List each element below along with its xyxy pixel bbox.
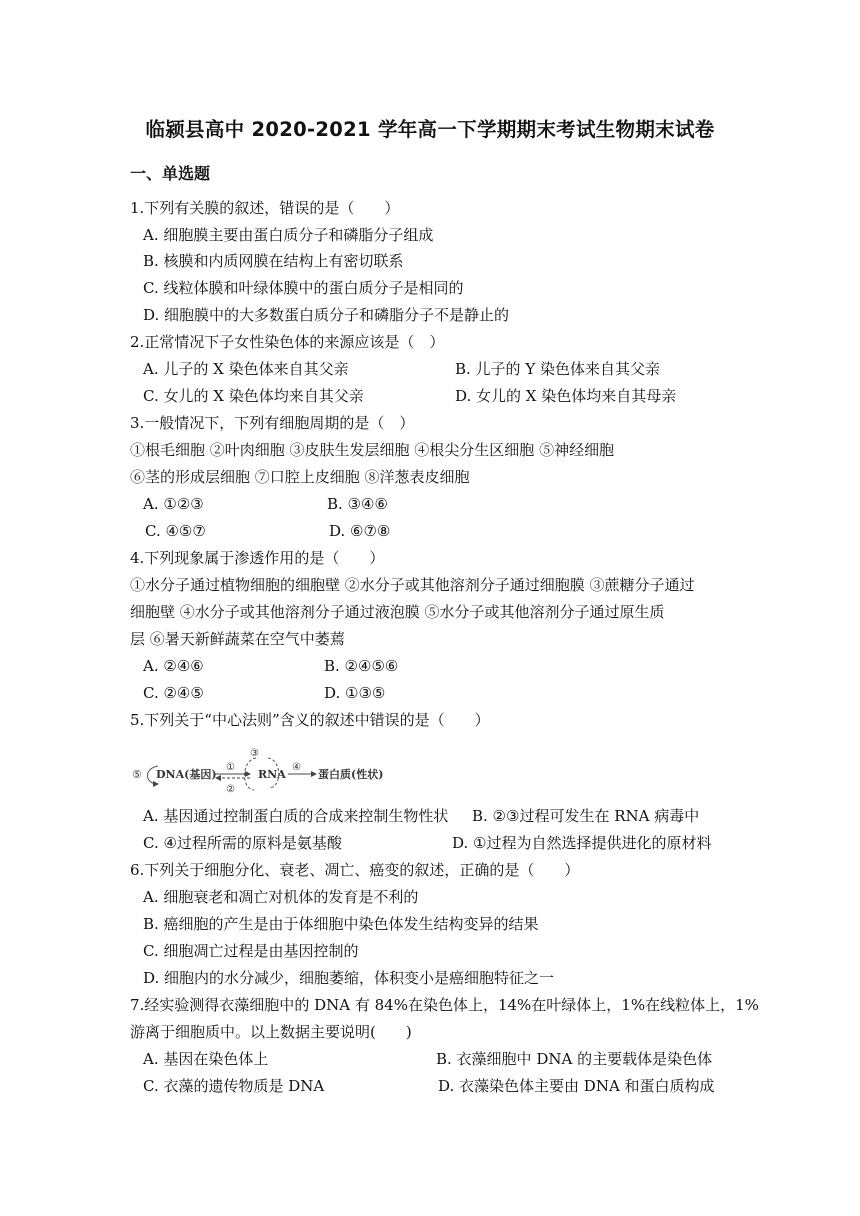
diagram-label-4: ④ [292,762,301,773]
diagram-protein-label: 蛋白质(性状) [318,768,384,781]
question-7-stem: 7.经实验测得衣藻细胞中的 DNA 有 84%在染色体上，14%在叶绿体上，1%在线粒体上，1% [130,996,759,1014]
question-7-option-a: A. 基因在染色体上 [143,1050,269,1068]
question-6-option-a: A. 细胞衰老和凋亡对机体的发育是不利的 [143,888,419,906]
question-3-option-b: B. ③④⑥ [327,495,388,513]
question-4-option-b: B. ②④⑤⑥ [324,657,399,675]
question-5-option-a: A. 基因通过控制蛋白质的合成来控制生物性状 [143,807,449,825]
question-3-item-line: ⑥茎的形成层细胞 ⑦口腔上皮细胞 ⑧洋葱表皮细胞 [130,468,470,486]
question-6-option-c: C. 细胞凋亡过程是由基因控制的 [143,942,359,960]
question-2-option-a: A. 儿子的 X 染色体来自其父亲 [143,360,349,378]
question-3-option-a: A. ①②③ [143,495,204,513]
diagram-label-1: ① [226,762,235,773]
question-1-option-a: A. 细胞膜主要由蛋白质分子和磷脂分子组成 [143,226,434,244]
question-6-option-d: D. 细胞内的水分减少，细胞萎缩，体积变小是癌细胞特征之一 [143,969,555,987]
central-dogma-diagram [130,746,390,798]
question-7-option-b: B. 衣藻细胞中 DNA 的主要载体是染色体 [436,1050,713,1068]
question-1-stem: 1.下列有关膜的叙述，错误的是（ ） [130,199,400,217]
question-4-stem: 4.下列现象属于渗透作用的是（ ） [130,549,385,567]
question-2-stem: 2.正常情况下子女性染色体的来源应该是（ ） [130,333,445,351]
diagram-label-3: ③ [250,748,259,759]
question-4-option-a: A. ②④⑥ [143,657,204,675]
question-5-option-c: C. ④过程所需的原料是氨基酸 [143,834,342,852]
question-4-item-line: 层 ⑥暑天新鲜蔬菜在空气中萎蔫 [130,630,345,648]
exam-title: 临颍县高中 2020-2021 学年高一下学期期末考试生物期末试卷 [145,118,715,141]
question-4-option-d: D. ①③⑤ [324,684,386,702]
question-1-option-d: D. 细胞膜中的大多数蛋白质分子和磷脂分子不是静止的 [143,306,510,324]
diagram-label-5: ⑤ [132,768,142,781]
question-3-item-line: ①根毛细胞 ②叶肉细胞 ③皮肤生发层细胞 ④根尖分生区细胞 ⑤神经细胞 [130,441,615,459]
diagram-rna-label: RNA [258,768,286,781]
question-7-option-d: D. 衣藻染色体主要由 DNA 和蛋白质构成 [438,1077,715,1095]
question-2-option-c: C. 女儿的 X 染色体均来自其父亲 [143,387,364,405]
question-7-option-c: C. 衣藻的遗传物质是 DNA [143,1077,325,1095]
question-4-item-line: 细胞壁 ④水分子或其他溶剂分子通过液泡膜 ⑤水分子或其他溶剂分子通过原生质 [130,603,665,621]
question-4-item-line: ①水分子通过植物细胞的细胞壁 ②水分子或其他溶剂分子通过细胞膜 ③蔗糖分子通过 [130,576,695,594]
diagram-label-2: ② [226,784,235,795]
question-7-stem: 游离于细胞质中。以上数据主要说明( ) [130,1023,412,1041]
question-2-option-b: B. 儿子的 Y 染色体来自其父亲 [455,360,660,378]
question-1-option-c: C. 线粒体膜和叶绿体膜中的蛋白质分子是相同的 [143,279,464,297]
question-4-option-c: C. ②④⑤ [143,684,204,702]
question-5-option-b: B. ②③过程可发生在 RNA 病毒中 [472,807,700,825]
question-3-option-c: C. ④⑤⑦ [145,522,206,540]
question-2-option-d: D. 女儿的 X 染色体均来自其母亲 [455,387,677,405]
question-6-stem: 6.下列关于细胞分化、衰老、凋亡、癌变的叙述，正确的是（ ） [130,861,580,879]
diagram-dna-label: DNA(基因) [156,768,217,781]
section-heading: 一、单选题 [130,164,211,183]
question-5-stem: 5.下列关于“中心法则”含义的叙述中错误的是（ ） [130,711,490,729]
question-3-stem: 3.一般情况下，下列有细胞周期的是（ ） [130,414,415,432]
question-3-option-d: D. ⑥⑦⑧ [329,522,391,540]
question-5-option-d: D. ①过程为自然选择提供进化的原材料 [452,834,712,852]
question-1-option-b: B. 核膜和内质网膜在结构上有密切联系 [143,252,404,270]
question-6-option-b: B. 癌细胞的产生是由于体细胞中染色体发生结构变异的结果 [143,915,539,933]
